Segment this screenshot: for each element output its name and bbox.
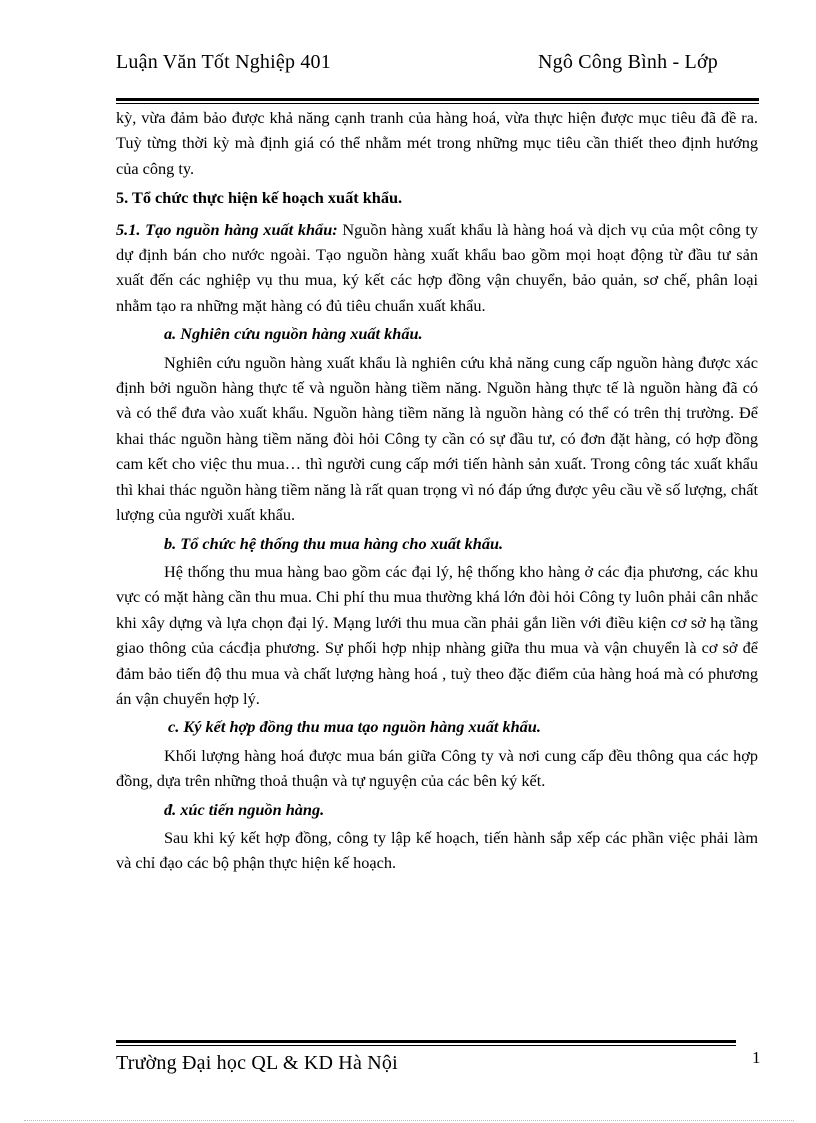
page-bottom-dotted-border: [24, 1120, 794, 1121]
document-body: [116, 105, 758, 876]
section-5-1-paragraph: [116, 217, 758, 319]
footer-rule-thick: [116, 1040, 736, 1043]
header-thesis-title: Luận Văn Tốt Nghiệp 401: [116, 51, 331, 73]
section-5-1-heading: 5.1. Tạo nguồn hàng xuất khẩu:: [116, 219, 338, 239]
subsection-a-paragraph: Nghiên cứu nguồn hàng xuất khẩu là nghiên cứu khả năng cung cấp nguồn hàng được xác định bởi nguồn hàng thực tế và nguồn hàng tiềm năng. Nguồn hàng thực tế là nguồn hàng đã có và có thể đưa vào xuất khẩu. Nguồn hàng tiềm năng là nguồn hàng có thể có trên thị trường. Để khai thác nguồn hàng tiềm năng đòi hỏi Công ty cần có sự đầu tư, có đơn đặt hàng, có hợp đồng cam kết cho việc thu mua… thì người cung cấp mới tiến hành sản xuất. Trong công tác xuất khẩu thì khai thác nguồn hàng tiềm năng là rất quan trọng vì nó đáp ứng được yêu cầu về số lượng, chất lượng của người xuất khẩu.: [116, 352, 758, 525]
subsection-a-heading: a. Nghiên cứu nguồn hàng xuất khẩu.: [164, 324, 423, 344]
footer-school-name: Trường Đại học QL & KD Hà Nội: [116, 1052, 398, 1074]
subsection-d-paragraph: Sau khi ký kết hợp đồng, công ty lập kế hoạch, tiến hành sắp xếp các phần việc phải làm và chỉ đạo các bộ phận thực hiện kế hoạch.: [116, 827, 758, 873]
subsection-c-heading: c. Ký kết hợp đồng thu mua tạo nguồn hàng xuất khẩu.: [168, 717, 541, 737]
footer-rule-thin: [116, 1045, 736, 1046]
page-number: 1: [752, 1048, 761, 1067]
paragraph-intro: kỳ, vừa đảm bảo được khả năng cạnh tranh của hàng hoá, vừa thực hiện được mục tiêu đã đề ra. Tuỳ từng thời kỳ mà định giá có thể nhằm mét trong những mục tiêu cần thiết theo định hướng của công ty.: [116, 108, 758, 178]
section-5-1-text: Nguồn hàng xuất khẩu là hàng hoá và dịch vụ của một công ty dự định bán cho nước ngoài. Tạo nguồn hàng xuất khẩu bao gồm mọi hoạt động từ đầu tư sản xuất đến các nghiệp vụ thu mua, ký kết các hợp đồng vận chuyển, bảo quản, sơ chế, phân loại nhằm tạo ra những mặt hàng có đủ tiêu chuẩn xuất khẩu.: [116, 219, 759, 315]
header-author: Ngô Công Bình - Lớp: [538, 51, 718, 73]
header-rule-thick: [116, 98, 759, 101]
subsection-c-paragraph: Khối lượng hàng hoá được mua bán giữa Công ty và nơi cung cấp đều thông qua các hợp đồng, dựa trên những thoả thuận và tự nguyện của các bên ký kết.: [116, 745, 758, 791]
section-5-heading: 5. Tổ chức thực hiện kế hoạch xuất khẩu.: [116, 188, 403, 208]
header-rule-thin: [116, 103, 759, 104]
subsection-d-heading: đ. xúc tiến nguồn hàng.: [164, 799, 325, 819]
subsection-b-heading: b. Tổ chức hệ thống thu mua hàng cho xuất khẩu.: [164, 533, 504, 553]
subsection-b-paragraph: Hệ thống thu mua hàng bao gồm các đại lý, hệ thống kho hàng ở các địa phương, các khu vực có mặt hàng cần thu mua. Chi phí thu mua thường khá lớn đòi hỏi Công ty luôn phải cân nhắc khi xây dựng và lựa chọn đại lý. Mạng lưới thu mua cần phải gắn liền với điều kiện cơ sở hạ tầng giao thông của cácđịa phương. Sự phối hợp nhịp nhàng giữa thu mua và vận chuyển là cơ sở để đảm bảo tiến độ thu mua và chất lượng hàng hoá , tuỳ theo đặc điểm của hàng hoá mà có phương án vận chuyển hợp lý.: [116, 561, 758, 708]
